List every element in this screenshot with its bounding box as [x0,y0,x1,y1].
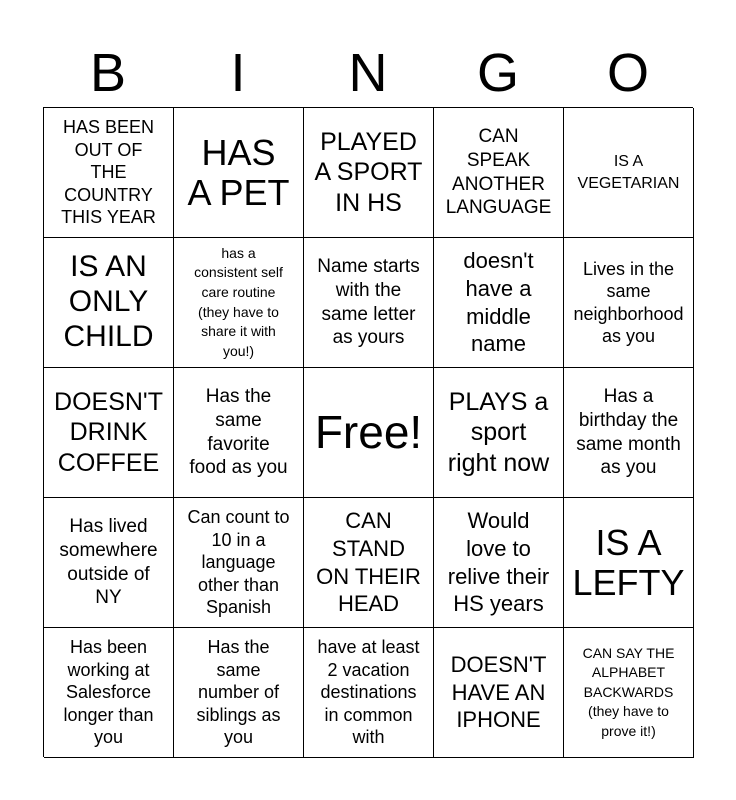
bingo-cell[interactable] [304,238,434,368]
bingo-cell[interactable] [174,368,304,498]
cell-text: HAS A PET [187,131,290,213]
bingo-cell[interactable] [44,238,174,368]
cell-text: CAN SAY THE ALPHABET BACKWARDS (they have to prove it!) [582,644,675,739]
cell-text: Has a birthday the same month as you [576,386,681,479]
bingo-cell[interactable] [44,108,174,238]
bingo-cell[interactable] [304,498,434,628]
cell-text: have at least 2 vacation destinations in common with [317,637,420,748]
bingo-cell[interactable] [304,108,434,238]
bingo-cell[interactable] [564,628,694,758]
cell-text: Can count to 10 in a language other than Spanish [187,507,290,618]
cell-text: PLAYS a sport right now [447,387,550,477]
bingo-cell[interactable] [434,238,564,368]
free-space[interactable] [304,368,434,498]
cell-text: Would love to relive their HS years [447,508,550,617]
cell-text: Has the same favorite food as you [189,386,288,479]
header-letter-i: I [230,43,246,103]
bingo-cell[interactable] [44,498,174,628]
header-letter-b: B [89,43,127,103]
header-letter-n: N [348,43,388,103]
cell-text: has a consistent self care routine (they have to share it with you!) [194,244,283,359]
bingo-cell[interactable] [564,108,694,238]
cell-text: IS A LEFTY [572,521,685,603]
cell-text: doesn't have a middle name [463,248,534,357]
bingo-cell[interactable] [174,108,304,238]
cell-text: Lives in the same neighborhood as you [573,258,684,346]
header-letter-o: O [606,43,649,103]
bingo-cell[interactable] [434,108,564,238]
cell-text: Has been working at Salesforce longer than you [63,637,154,748]
cell-text: IS A VEGETARIAN [577,153,680,192]
bingo-cell[interactable] [564,498,694,628]
bingo-cell[interactable] [434,628,564,758]
cell-text: DOESN'T DRINK COFFEE [54,387,163,477]
bingo-header [43,40,693,106]
cell-text: Free! [314,406,423,459]
cell-text: CAN STAND ON THEIR HEAD [316,508,421,617]
cell-text: CAN SPEAK ANOTHER LANGUAGE [445,126,552,219]
bingo-cell[interactable] [434,368,564,498]
cell-text: HAS BEEN OUT OF THE COUNTRY THIS YEAR [61,117,156,228]
bingo-cell[interactable] [564,368,694,498]
bingo-cell[interactable] [564,238,694,368]
bingo-cell[interactable] [434,498,564,628]
cell-text: Name starts with the same letter as yours [317,256,420,349]
cell-text: IS AN ONLY CHILD [63,250,154,353]
bingo-cell[interactable] [44,628,174,758]
cell-text: PLAYED A SPORT IN HS [314,127,423,217]
cell-text: DOESN'T HAVE AN IPHONE [450,651,547,733]
bingo-cell[interactable] [174,628,304,758]
bingo-cell[interactable] [174,498,304,628]
cell-text: Has the same number of siblings as you [196,637,281,748]
bingo-cell[interactable] [44,368,174,498]
bingo-cell[interactable] [174,238,304,368]
bingo-board [43,107,693,757]
bingo-cell[interactable] [304,628,434,758]
header-letter-g: G [476,43,519,103]
cell-text: Has lived somewhere outside of NY [59,516,158,609]
